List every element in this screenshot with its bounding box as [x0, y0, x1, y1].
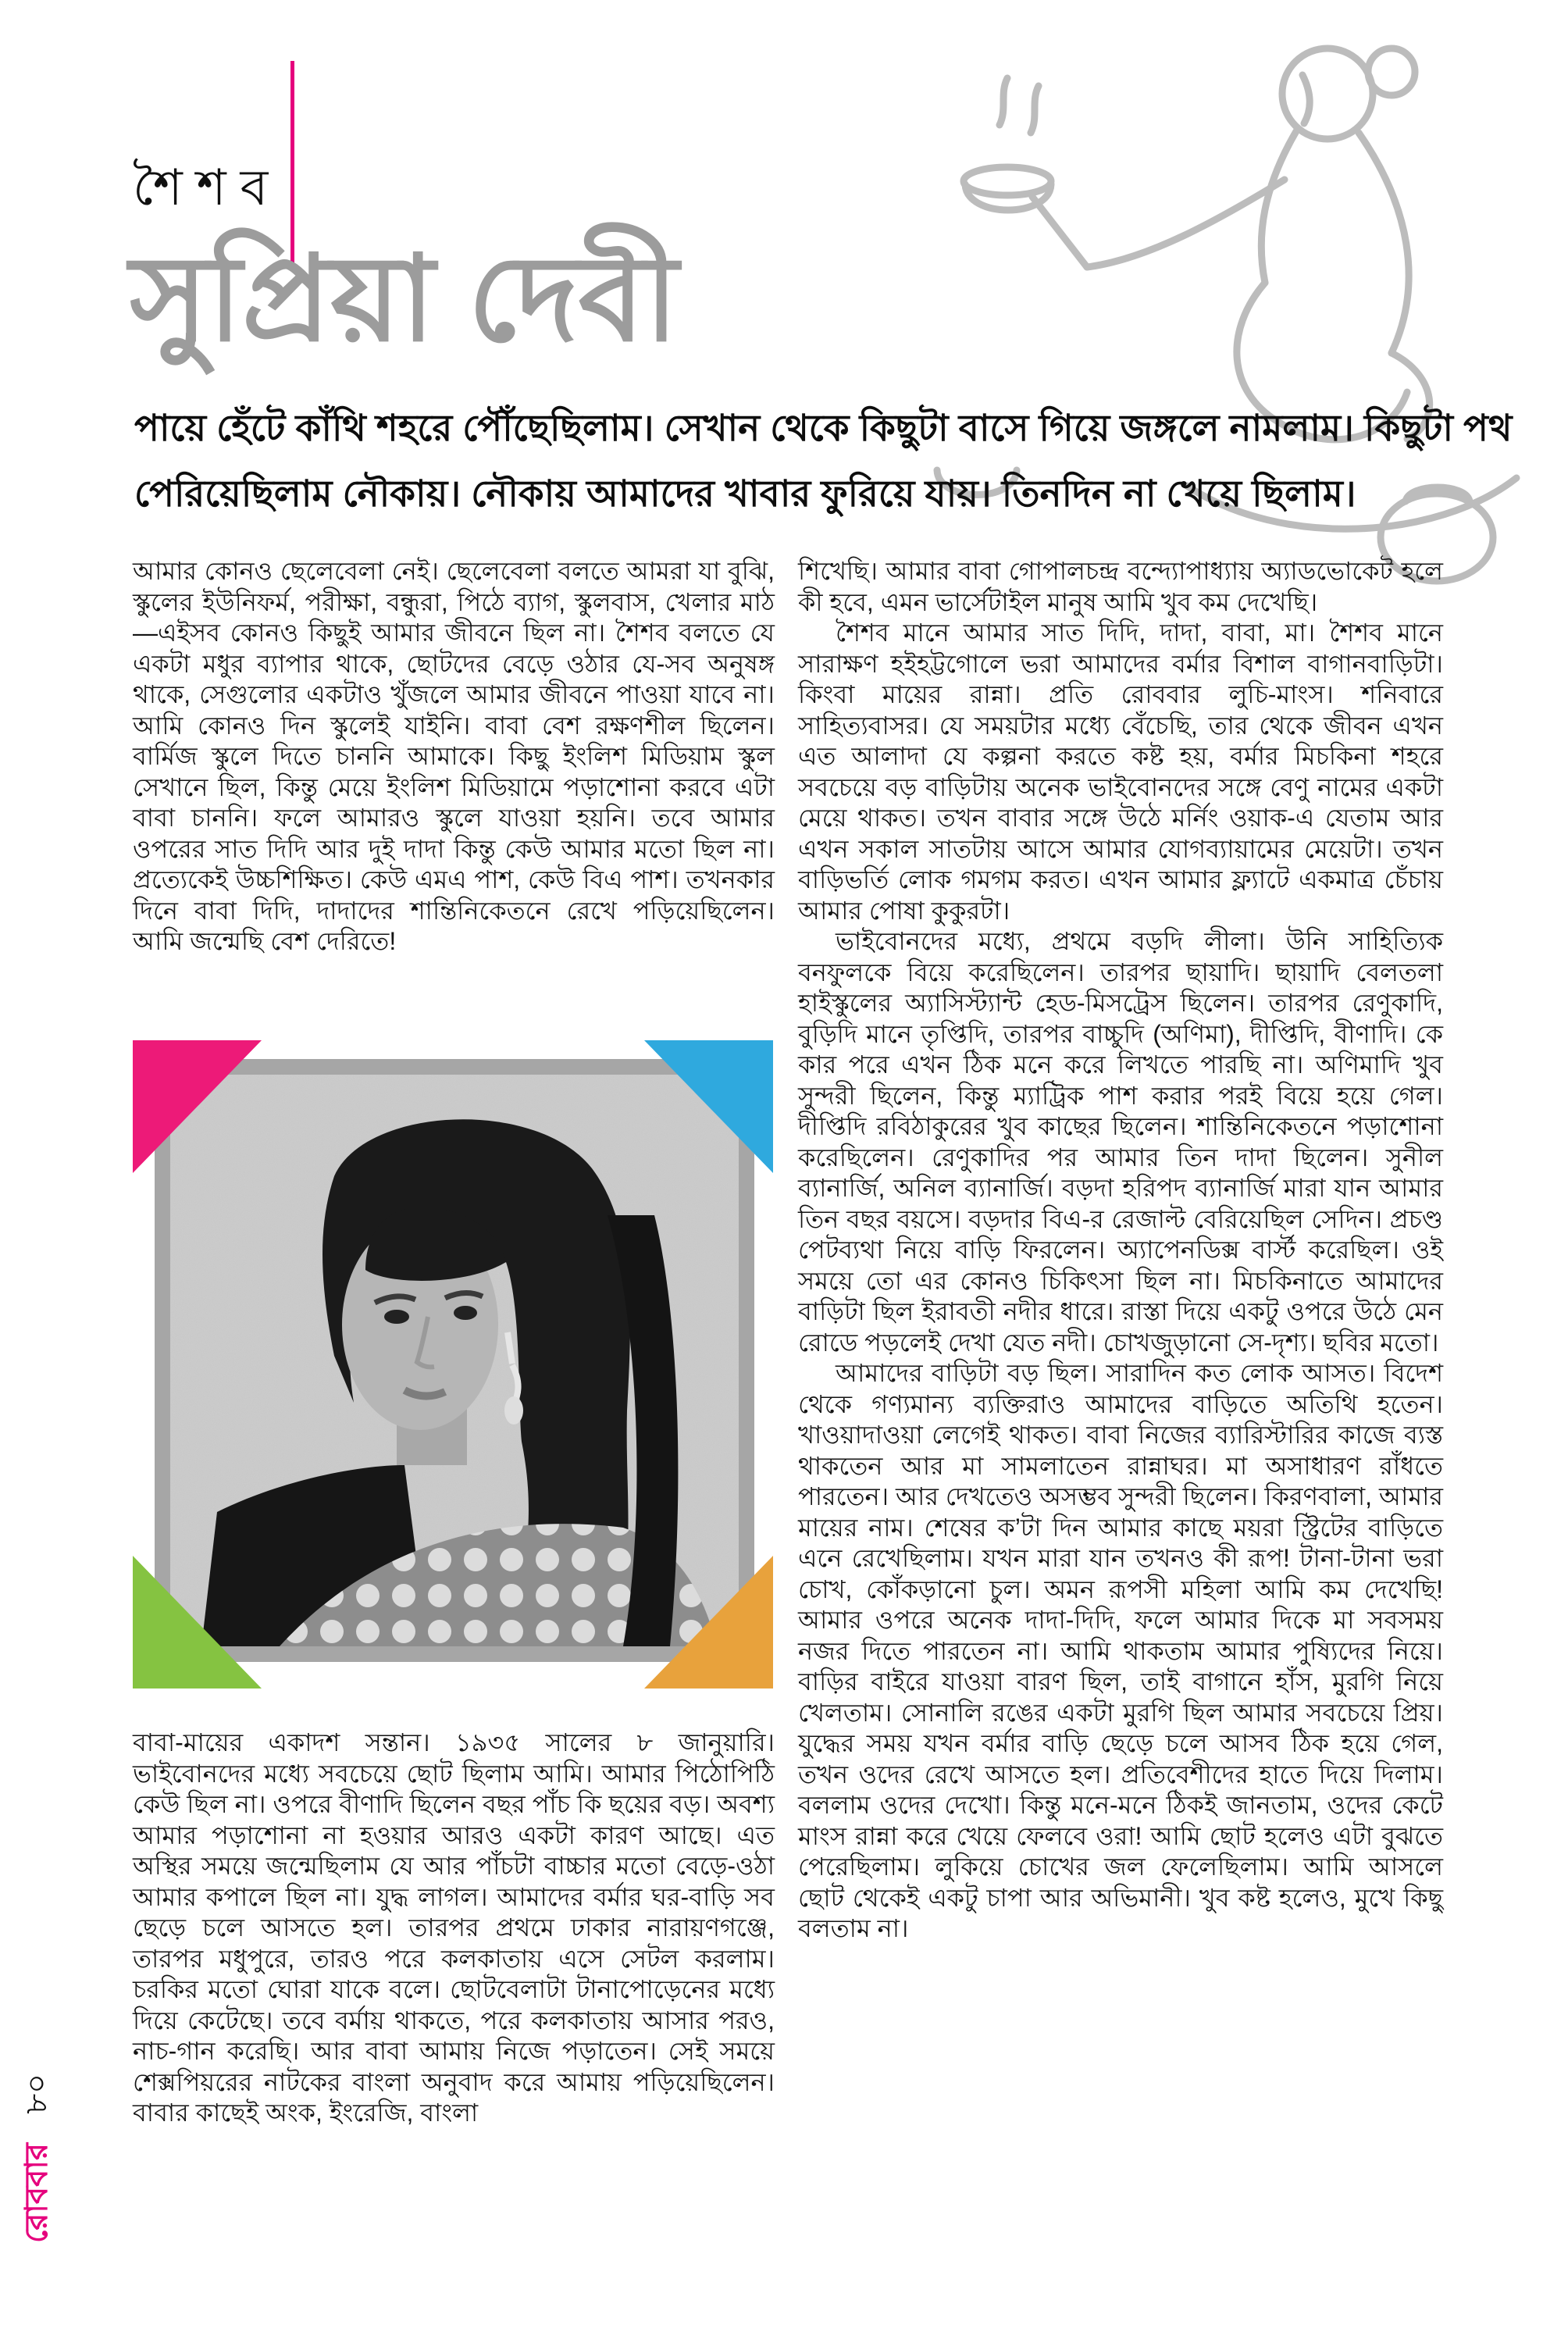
- left-column-bottom: [133, 1728, 775, 2129]
- folio-strip: [12, 1984, 59, 2243]
- body-paragraph: শিখেছি। আমার বাবা গোপালচন্দ্র বন্দ্যোপাধ্যায় অ্যাডভোকেট হলে কী হবে, এমন ভার্সেটাইল মানুষ আমি খুব কম দেখেছি।: [798, 557, 1443, 616]
- page-number: ৮০: [20, 2073, 54, 2114]
- right-column: [798, 556, 1443, 1945]
- body-paragraph: ভাইবোনদের মধ্যে, প্রথমে বড়দি লীলা। উনি সাহিত্যিক বনফুলকে বিয়ে করেছিলেন। তারপর ছায়াদি। ছায়াদি বেলতলা হাইস্কুলের অ্যাসিস্ট্যান্ট হেড-মিসট্রেস ছিলেন। তারপর রেণুকাদি, বুড়িদি মানে তৃপ্তিদি, তারপর বাচ্চুদি (অণিমা), দীপ্তিদি, বীণাদি। কে কার পরে এখন ঠিক মনে করে লিখতে পারছি না। অণিমাদি খুব সুন্দরী ছিলেন, কিন্তু ম্যাট্রিক পাশ করার পরই বিয়ে হয়ে গেল। দীপ্তিদি রবিঠাকুরের খুব কাছের ছিলেন। শান্তিনিকেতনে পড়াশোনা করেছিলেন। রেণুকাদির পর আমার তিন দাদা ছিলেন। সুনীল ব্যানার্জি, অনিল ব্যানার্জি। বড়দা হরিপদ ব্যানার্জি মারা যান আমার তিন বছর বয়সে। বড়দার বিএ-র রেজাল্ট বেরিয়েছিল সেদিন। প্রচণ্ড পেটব্যথা নিয়ে বাড়ি ফিরলেন। অ্যাপেনডিক্স বার্স্ট করেছিল। ওই সময়ে তো এর কোনও চিকিৎসা ছিল না। মিচকিনাতে আমাদের বাড়িটা ছিল ইরাবতী নদীর ধারে। রাস্তা দিয়ে একটু ওপরে উঠে মেন রোডে পড়লেই দেখা যেত নদী। চোখজুড়ানো সে-দৃশ্য। ছবির মতো।: [798, 927, 1443, 1357]
- portrait-photo: [155, 1059, 754, 1662]
- section-label: শৈশব: [133, 159, 283, 216]
- body-paragraph: শৈশব মানে আমার সাত দিদি, দাদা, বাবা, মা। শৈশব মানে সারাক্ষণ হইহট্টগোলে ভরা আমাদের বর্মার বিশাল বাগানবাড়িটা। কিংবা মায়ের রান্না। প্রতি রোববার লুচি-মাংস। শনিবারে সাহিত্যবাসর। যে সময়টার মধ্যে বেঁচেছি, তার থেকে জীবন এখন এত আলাদা যে কল্পনা করতে কষ্ট হয়, বর্মার মিচকিনা শহরে সবচেয়ে বড় বাড়িটায় অনেক ভাইবোনদের সঙ্গে বেণু নামের একটা মেয়ে থাকত। তখন বাবার সঙ্গে উঠে মর্নিং ওয়াক-এ যেতাম আর এখন সকাল সাতটায় আসে আমার যোগব্যায়ামের মেয়েটা। তখন বাড়িভর্তি লোক গমগম করত। এখন আমার ফ্ল্যাটে একমাত্র চেঁচায় আমার পোষা কুকুরটা।: [798, 619, 1443, 925]
- standfirst: [134, 395, 1532, 526]
- portrait-photo-image: [170, 1075, 739, 1646]
- magazine-name: রোববার: [20, 2143, 54, 2243]
- page-title: সুপ্রিয়া দেবী: [130, 233, 679, 366]
- left-column-top: [133, 556, 775, 957]
- body-paragraph: আমার কোনও ছেলেবেলা নেই। ছেলেবেলা বলতে আমরা যা বুঝি, স্কুলের ইউনিফর্ম, পরীক্ষা, বন্ধুরা, পিঠে ব্যাগ, স্কুলবাস, খেলার মাঠ—এইসব কোনও কিছুই আমার জীবনে ছিল না। শৈশব বলতে যে একটা মধুর ব্যাপার থাকে, ছোটদের বেড়ে ওঠার যে-সব অনুষঙ্গ থাকে, সেগুলোর একটাও খুঁজলে আমার জীবনে পাওয়া যাবে না। আমি কোনও দিন স্কুলেই যাইনি। বাবা বেশ রক্ষণশীল ছিলেন। বার্মিজ স্কুলে দিতে চাননি আমাকে। কিছু ইংলিশ মিডিয়াম স্কুল সেখানে ছিল, কিন্তু মেয়ে ইংলিশ মিডিয়ামে পড়াশোনা করবে এটা বাবা চাননি। ফলে আমারও স্কুলে যাওয়া হয়নি। তবে আমার ওপরের সাত দিদি আর দুই দাদা কিন্তু কেউ আমার মতো ছিল না। প্রত্যেকেই উচ্চশিক্ষিত। কেউ এমএ পাশ, কেউ বিএ পাশ। তখনকার দিনে বাবা দিদি, দাদাদের শান্তিনিকেতনে রেখে পড়িয়েছিলেন। আমি জন্মেছি বেশ দেরিতে!: [133, 557, 775, 955]
- standfirst-line1: পায়ে হেঁটে কাঁথি শহরে পৌঁছেছিলাম। সেখান থেকে কিছুটা বাসে গিয়ে জঙ্গলে নামলাম। কিছুটা পথ: [134, 407, 1513, 448]
- standfirst-line2: পেরিয়েছিলাম নৌকায়। নৌকায় আমাদের খাবার ফুরিয়ে যায়। তিনদিন না খেয়ে ছিলাম।: [134, 472, 1356, 514]
- body-paragraph: বাবা-মায়ের একাদশ সন্তান। ১৯৩৫ সালের ৮ জানুয়ারি। ভাইবোনদের মধ্যে সবচেয়ে ছোট ছিলাম আমি। আমার পিঠোপিঠি কেউ ছিল না। ওপরে বীণাদি ছিলেন বছর পাঁচ কি ছয়ের বড়। অবশ্য আমার পড়াশোনা না হওয়ার আরও একটা কারণ আছে। এত অস্থির সময়ে জন্মেছিলাম যে আর পাঁচটা বাচ্চার মতো বেড়ে-ওঠা আমার কপালে ছিল না। যুদ্ধ লাগল। আমাদের বর্মার ঘর-বাড়ি সব ছেড়ে চলে আসতে হল। তারপর প্রথমে ঢাকার নারায়ণগঞ্জে, তারপর মধুপুরে, তারও পরে কলকাতায় এসে সেটল করলাম। চরকির মতো ঘোরা যাকে বলে। ছোটবেলাটা টানাপোড়েনের মধ্যে দিয়ে কেটেছে। তবে বর্মায় থাকতে, পরে কলকাতায় আসার পরও, নাচ-গান করেছি। আর বাবা আমায় নিজে পড়াতেন। সেই সময়ে শেক্সপিয়রের নাটকের বাংলা অনুবাদ করে আমায় পড়িয়েছিলেন। বাবার কাছেই অংক, ইংরেজি, বাংলা: [133, 1728, 775, 2127]
- body-paragraph: আমাদের বাড়িটা বড় ছিল। সারাদিন কত লোক আসত। বিদেশ থেকে গণ্যমান্য ব্যক্তিরাও আমাদের বাড়িতে অতিথি হতেন। খাওয়াদাওয়া লেগেই থাকত। বাবা নিজের ব্যারিস্টারির কাজে ব্যস্ত থাকতেন আর মা সামলাতেন রান্নাঘর। মা অসাধারণ রাঁধতে পারতেন। আর দেখতেও অসম্ভব সুন্দরী ছিলেন। কিরণবালা, আমার মায়ের নাম। শেষের ক’টা দিন আমার কাছে ময়রা স্ট্রিটের বাড়িতে এনে রেখেছিলাম। যখন মারা যান তখনও কী রূপ! টানা-টানা ভরা চোখ, কোঁকড়ানো চুল। অমন রূপসী মহিলা আমি কম দেখেছি! আমার ওপরে অনেক দাদা-দিদি, ফলে আমার দিকে মা সবসময় নজর দিতে পারতেন না। আমি থাকতাম আমার পুষ্যিদের নিয়ে। বাড়ির বাইরে যাওয়া বারণ ছিল, তাই বাগানে হাঁস, মুরগি নিয়ে খেলতাম। সোনালি রঙের একটা মুরগি ছিল আমার সবচেয়ে প্রিয়। যুদ্ধের সময় যখন বর্মার বাড়ি ছেড়ে চলে আসব ঠিক হয়ে গেল, তখন ওদের রেখে আসতে হল। প্রতিবেশীদের হাতে দিয়ে দিলাম। বললাম ওদের দেখো। কিন্তু মনে-মনে ঠিকই জানতাম, ওদের কেটে মাংস রান্না করে খেয়ে ফেলবে ওরা! আমি ছোট হলেও এটা বুঝতে পেরেছিলাম। লুকিয়ে চোখের জল ফেলেছিলাম। আমি আসলে ছোট থেকেই একটু চাপা আর অভিমানী। খুব কষ্ট হলেও, মুখে কিছু বলতাম না।: [798, 1359, 1443, 1942]
